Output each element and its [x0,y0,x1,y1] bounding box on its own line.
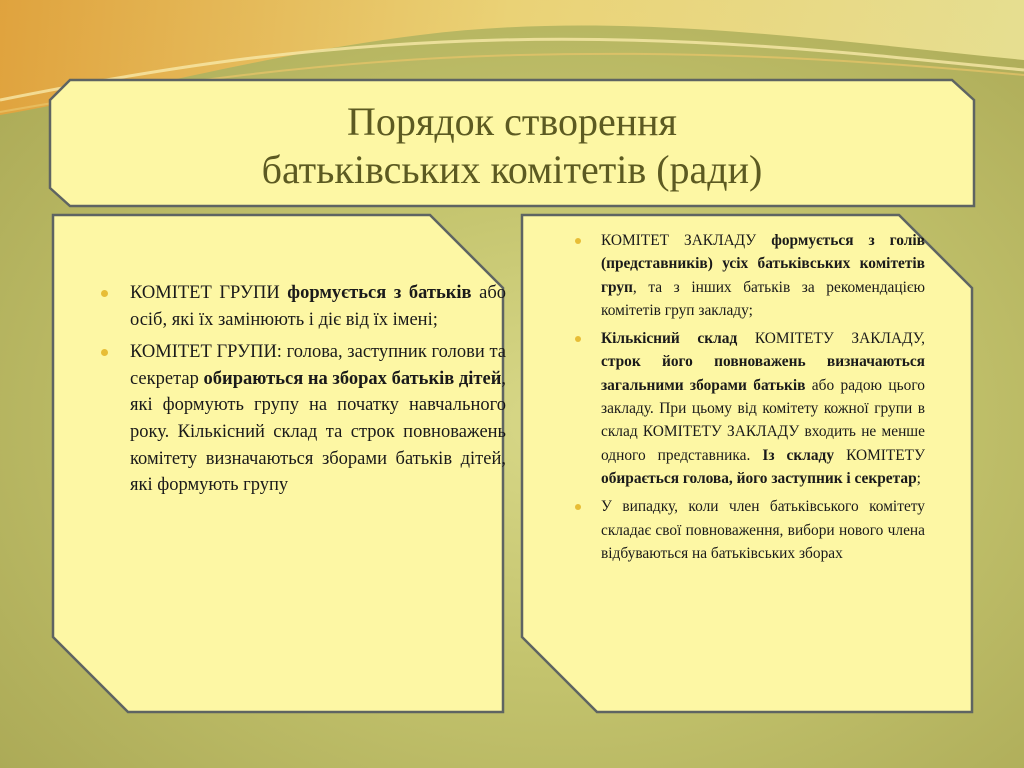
text-segment: ; [916,469,921,487]
bold-text-segment: строк його повноважень визначаються загальними зборами батьків [601,353,925,394]
bullet-icon [101,290,108,297]
bold-text-segment: формується з голів (представників) усіх батьківських комітетів груп [601,232,925,296]
list-item [601,229,925,322]
text-segment: КОМІТЕТ ЗАКЛАДУ [601,232,772,249]
list-item [601,327,925,490]
group-committee-panel [50,213,506,715]
text-segment: У випадку, коли член батьківського комітету складає свої повноваження, вибори нового члена відбуваються на батьківських зборах [601,498,925,562]
bold-text-segment: Із складу [762,446,835,464]
institution-committee-list [601,229,925,570]
bullet-icon [575,238,581,244]
bold-text-segment: обираються на зборах батьків дітей [203,368,502,389]
list-item [601,495,925,565]
text-segment: , які формують групу на початку навчального року. Кількісний склад та строк повноважень комітету визначаються зборами батьків дітей, які формують групу [130,368,506,496]
bold-text-segment: обирається голова, його заступник і секретар [601,469,917,487]
text-segment: КОМІТЕТУ ЗАКЛАДУ, [737,330,925,348]
list-item [130,280,506,333]
bold-text-segment: формується з батьків [287,283,472,303]
title-panel [48,78,976,208]
slide-title-line-1: Порядок створення [347,99,677,144]
text-segment: КОМІТЕТ ГРУПИ [130,283,288,303]
text-segment: КОМІТЕТ ГРУПИ: голова, заступник голови та секретар [130,342,506,389]
group-committee-list [130,280,506,505]
slide-title-line-2: батьківських комітетів (ради) [261,147,763,192]
text-segment: або осіб, які їх замінюють і діє від їх імені; [130,283,507,330]
slide-title [48,98,976,194]
list-item [130,339,506,499]
bold-text-segment: Кількісний склад [601,330,738,348]
institution-committee-panel [519,213,975,715]
text-segment: або радою цього закладу. При цьому від комітету кожної групи в склад КОМІТЕТУ ЗАКЛАДУ входить не менше одного представника. [601,376,925,464]
text-segment: , та з інших батьків за рекомендацією комітетів груп закладу; [601,278,925,319]
text-segment: КОМІТЕТУ [834,446,925,464]
